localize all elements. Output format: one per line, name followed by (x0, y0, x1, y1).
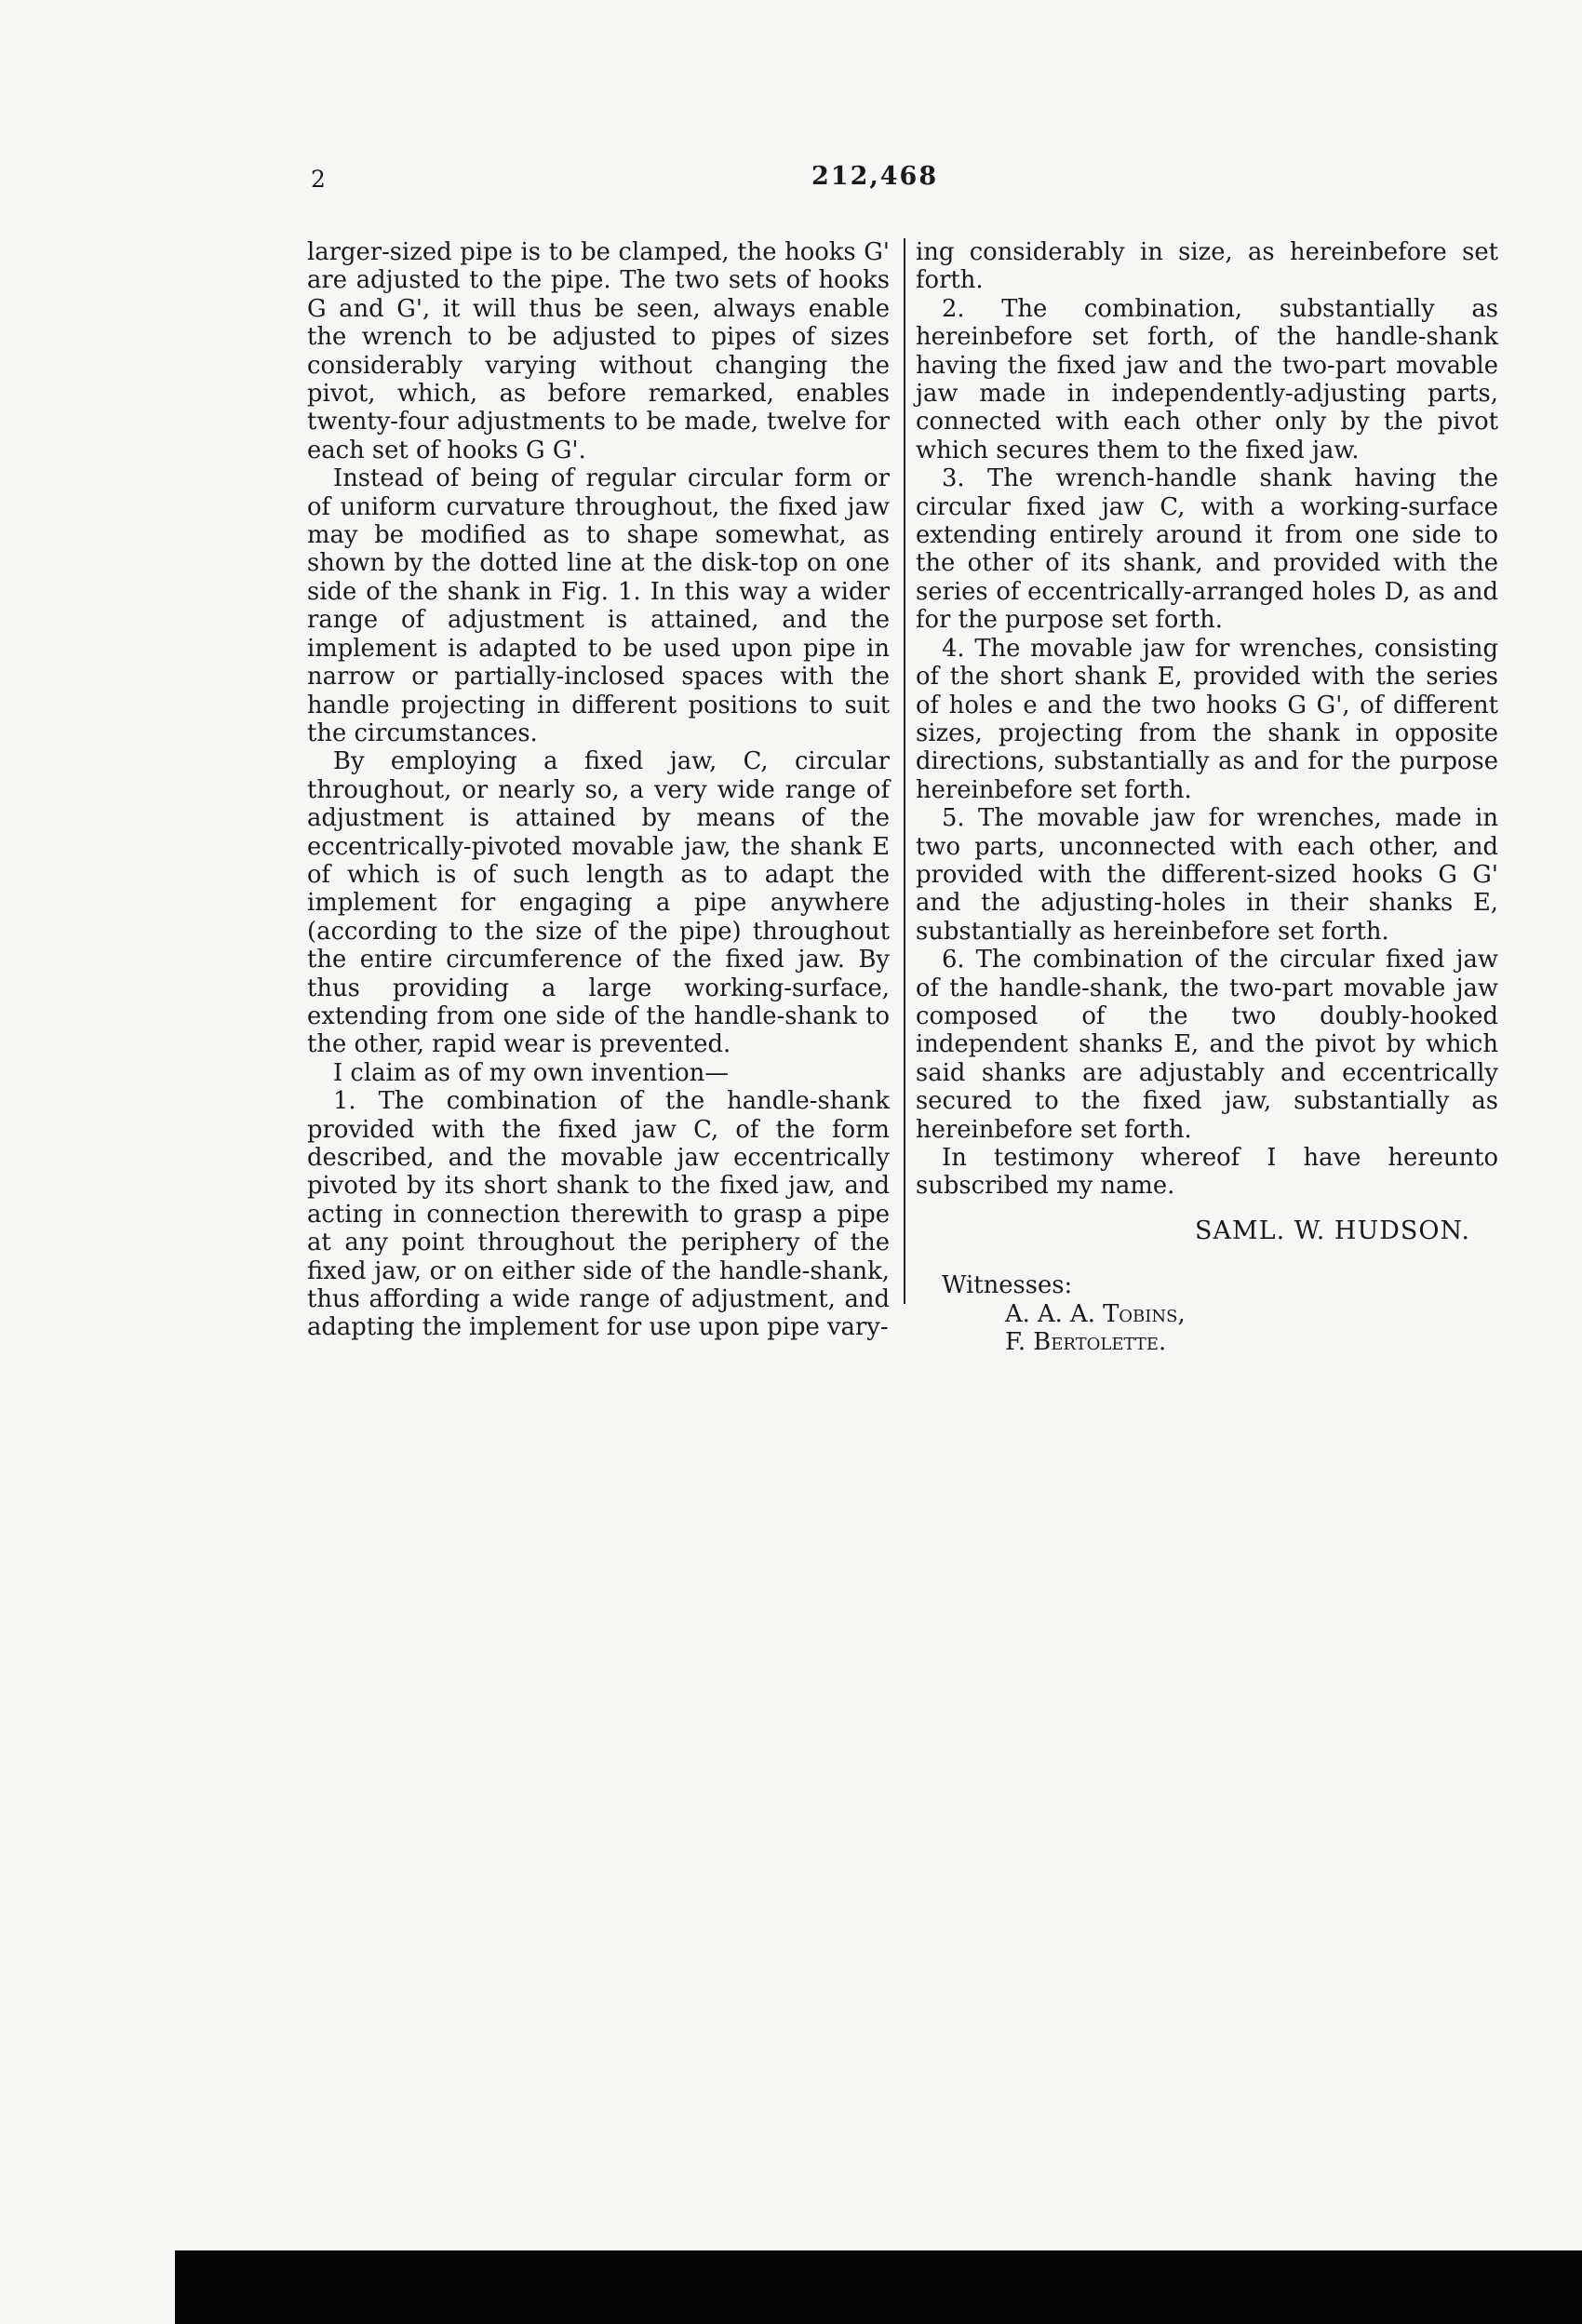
signature: SAML. W. HUDSON. (1195, 1216, 1470, 1245)
right-column (916, 238, 1498, 1356)
witnesses-label: Witnesses: (942, 1271, 1073, 1300)
scan-edge-band (175, 2250, 1582, 2324)
page-number: 2 (311, 166, 326, 193)
paragraph: larger-sized pipe is to be clamped, the hooks G' are adjusted to the pipe. The two sets of hooks G and G', it will thus be seen, always enable the wrench to be adjusted to pipes of sizes considerably varying without changing the pivot, which, as before remarked, enables twenty-four adjustments to be made, twelve for each set of hooks G G'. (307, 238, 890, 464)
paragraph: By employing a fixed jaw, C, circular throughout, or nearly so, a very wide range of adjustment is attained by means of the eccentrically-pivoted movable jaw, the shank E of which is of such length as to adapt the implement for engaging a pipe anywhere (according to the size of the pipe) throughout the entire circumference of the fixed jaw. By thus providing a large working-surface, extending from one side of the handle-shank to the other, rapid wear is prevented. (307, 747, 890, 1059)
claim-3: 3. The wrench-handle shank having the circular fixed jaw C, with a working-surface extending entirely around it from one side to the other of its shank, and provided with the series of eccentrically-arranged holes D, as and for the purpose set forth. (916, 464, 1498, 635)
claim-1: 1. The combination of the handle-shank provided with the fixed jaw C, of the form described, and the movable jaw eccentrically pivoted by its short shank to the fixed jaw, and acting in connection therewith to grasp a pipe at any point throughout the periphery of the fixed jaw, or on either side of the handle-shank, thus affording a wide range of adjustment, and adapting the implement for use upon pipe vary- (307, 1087, 890, 1342)
claim-4: 4. The movable jaw for wrenches, consisting of the short shank E, provided with the series of holes e and the two hooks G G', of different sizes, projecting from the shank in opposite directions, substantially as and for the purpose hereinbefore set forth. (916, 634, 1498, 804)
claims-intro: I claim as of my own invention— (333, 1058, 730, 1087)
column-divider (904, 238, 905, 1304)
claim-2: 2. The combination, substantially as hereinbefore set forth, of the handle-shank having the fixed jaw and the two-part movable jaw made in independently-adjusting parts, connected with each other only by the pivot which secures them to the fixed jaw. (916, 294, 1498, 464)
left-column (307, 238, 890, 1342)
paragraph: Instead of being of regular circular form or of uniform curvature throughout, the fixed jaw may be modified as to shape somewhat, as shown by the dotted line at the disk-top on one side of the shank in Fig. 1. In this way a wider range of adjustment is attained, and the implement is adapted to be used upon pipe in narrow or partially-inclosed spaces with the handle projecting in different positions to suit the circumstances. (307, 464, 890, 747)
witness-name: A. A. A. Tobins, (1005, 1299, 1186, 1328)
claim-6: 6. The combination of the circular fixed jaw of the handle-shank, the two-part movable jaw composed of the two doubly-hooked independent shanks E, and the pivot by which said shanks are adjustably and eccentrically secured to the fixed jaw, substantially as hereinbefore set forth. (916, 946, 1498, 1144)
claim-5: 5. The movable jaw for wrenches, made in two parts, unconnected with each other, and provided with the different-sized hooks G G' and the adjusting-holes in their shanks E, substantially as hereinbefore set forth. (916, 804, 1498, 946)
testimony: In testimony whereof I have hereunto subscribed my name. (916, 1144, 1498, 1201)
witness-name: F. Bertolette. (1005, 1328, 1167, 1357)
patent-number: 212,468 (811, 162, 939, 191)
paragraph: ing considerably in size, as hereinbefore set forth. (916, 238, 1498, 295)
